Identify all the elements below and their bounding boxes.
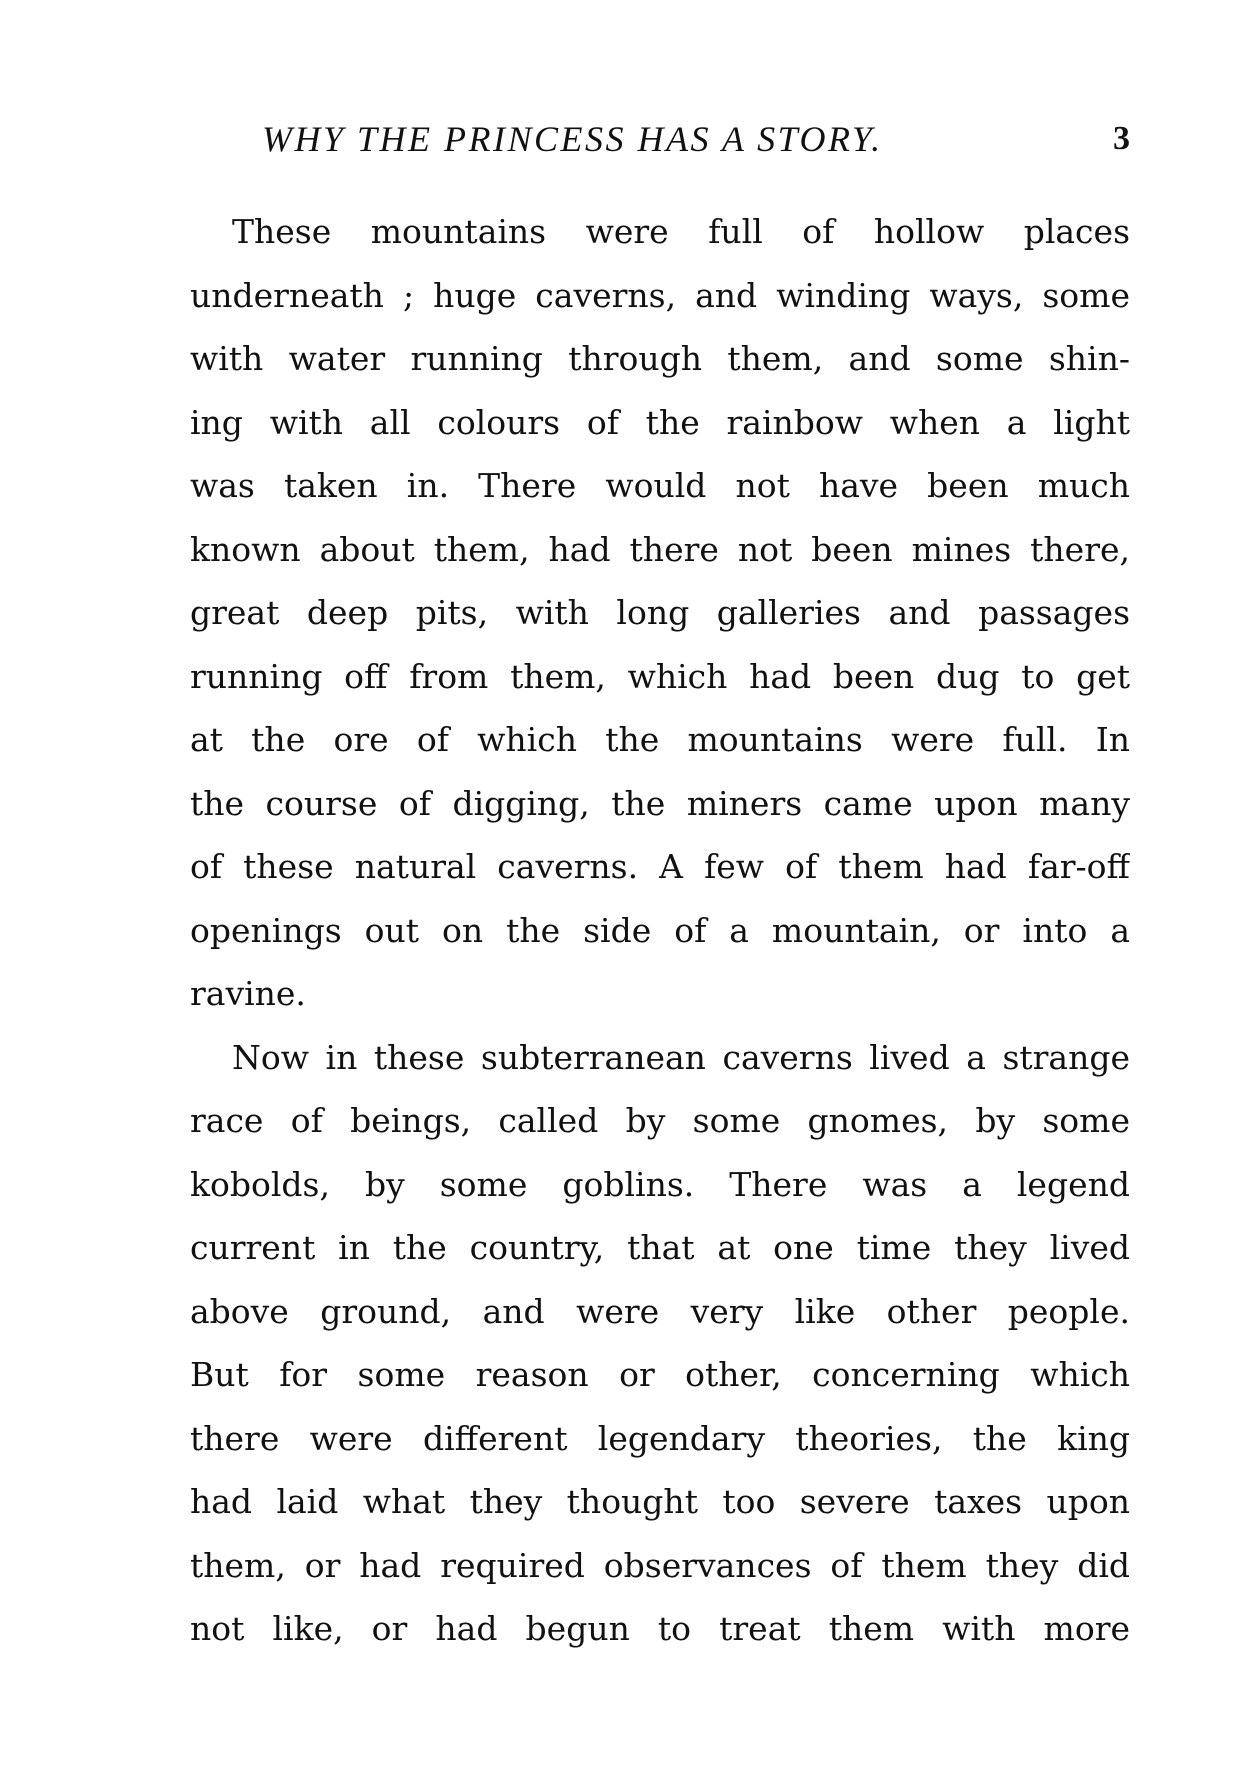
text-line: there were different legendary theories, the king xyxy=(190,1418,1130,1458)
running-head xyxy=(190,118,1130,168)
text-line: at the ore of which the mountains were full. In xyxy=(190,720,1130,759)
text-line: ing with all colours of the rainbow when a light xyxy=(190,402,1130,442)
text-line: with water running through them, and some shin- xyxy=(190,339,1130,378)
text-line: of these natural caverns. A few of them had far-off xyxy=(190,847,1130,886)
text-line: not like, or had begun to treat them with more xyxy=(190,1609,1130,1648)
text-line: race of beings, called by some gnomes, by some xyxy=(190,1101,1130,1140)
text-line: current in the country, that at one time they lived xyxy=(190,1228,1130,1267)
text-line: was taken in. There would not have been much xyxy=(190,466,1130,505)
text-line: openings out on the side of a mountain, or into a xyxy=(190,910,1130,950)
text-line: had laid what they thought too severe taxes upon xyxy=(190,1482,1130,1521)
text-line: running off from them, which had been dug to get xyxy=(190,656,1130,696)
text-line: great deep pits, with long galleries and passages xyxy=(190,593,1130,632)
text-line: These mountains were full of hollow places xyxy=(232,212,1130,251)
text-line: underneath ; huge caverns, and winding ways, some xyxy=(190,275,1130,315)
text-line: the course of digging, the miners came upon many xyxy=(190,783,1130,823)
text-line: known about them, had there not been mines there, xyxy=(190,529,1130,569)
page-number: 3 xyxy=(1113,120,1130,157)
paragraph-1 xyxy=(190,200,1130,1026)
text-line: above ground, and were very like other people. xyxy=(190,1291,1130,1331)
text-line: ravine. xyxy=(190,974,306,1013)
text-line: Now in these subterranean caverns lived a strange xyxy=(232,1037,1130,1077)
text-line: them, or had required observances of them they did xyxy=(190,1545,1130,1585)
body-text xyxy=(190,200,1130,1661)
text-line: kobolds, by some goblins. There was a legend xyxy=(190,1164,1130,1204)
running-title: WHY THE PRINCESS HAS A STORY. xyxy=(262,119,883,159)
paragraph-2 xyxy=(190,1026,1130,1661)
text-line: But for some reason or other, concerning which xyxy=(190,1355,1130,1394)
